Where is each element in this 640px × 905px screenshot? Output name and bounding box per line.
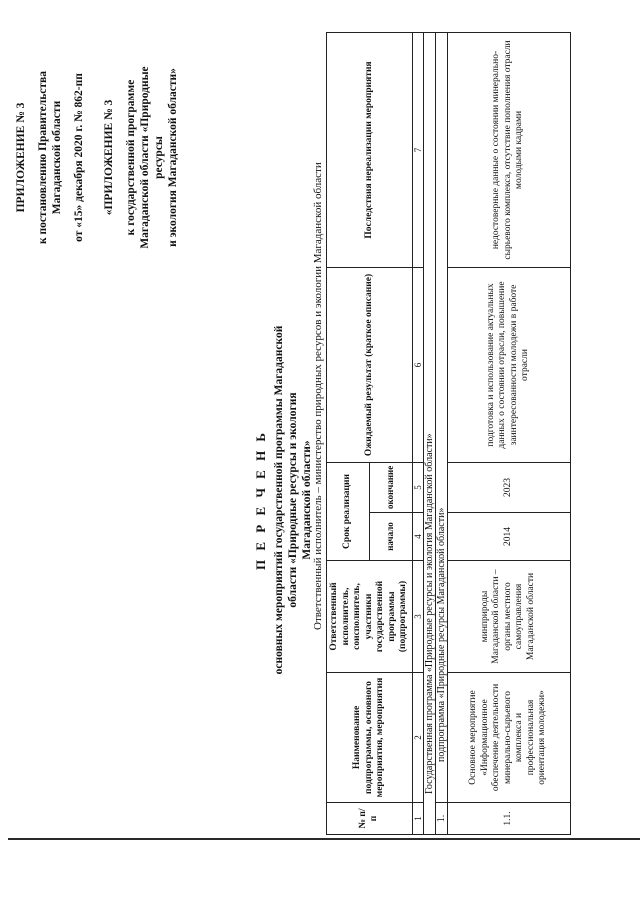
- header-consequences: Последствия нереализации мероприятия: [327, 33, 413, 268]
- appendix-line: Магаданской области: [51, 100, 63, 215]
- column-number: 4: [412, 513, 423, 561]
- row-consequences: недостоверные данные о состоянии минерально-сырьевого комплекса, отсутствие пополнения отрасли молодыми кадрами: [447, 33, 570, 268]
- appendix-line: к государственной программе: [125, 79, 137, 236]
- appendix-heading-2: «ПРИЛОЖЕНИЕ № 3: [103, 99, 115, 216]
- appendix-line: Магаданской области «Природные ресурсы: [139, 66, 165, 249]
- appendix-line: и экология Магаданской области»: [167, 68, 179, 247]
- program-row: [423, 33, 435, 835]
- subprogram-number: 1.: [435, 803, 447, 835]
- header-result: Ожидаемый результат (краткое описание): [327, 268, 413, 463]
- header-executor: Ответственный исполнитель, соисполнитель, участники государственной программы (подпрограммы): [327, 561, 413, 673]
- header-num: № п/п: [327, 803, 413, 835]
- appendix-date: от «15» декабря 2020 г. № 862-пп: [73, 73, 85, 242]
- document-title: [254, 305, 314, 695]
- row-result: подготовка и использование актуальных данных о состоянии отрасли, повышение заинтересованности молодежи в работе отрасли: [447, 268, 570, 463]
- table-row: [447, 33, 570, 835]
- column-number: 2: [412, 673, 423, 803]
- row-start-year: 2014: [447, 513, 570, 561]
- title-perechen: П Е Р Е Ч Е Н Ь: [253, 429, 268, 571]
- title-line: Магаданской области»: [301, 440, 313, 560]
- row-name: Основное мероприятие «Информационное обеспечение деятельности минерально-сырьевого комплекса и профессиональная ориентация молодежи»: [447, 673, 570, 803]
- row-number: 1.1.: [447, 803, 570, 835]
- header-name: Наименование подпрограммы, основного мероприятия, мероприятия: [327, 673, 413, 803]
- appendix-header: [14, 50, 180, 265]
- column-number: 1: [412, 803, 423, 835]
- title-line: основных мероприятий государственной программы Магаданской области «Природные ресурсы и экология: [273, 325, 299, 675]
- column-number: 6: [412, 268, 423, 463]
- header-end: окончание: [369, 463, 412, 513]
- column-number: 3: [412, 561, 423, 673]
- subprogram-title: подпрограмма «Природные ресурсы Магаданской области»: [435, 33, 447, 803]
- row-executor: минприроды Магаданской области – органы местного самоуправления Магаданской области: [447, 561, 570, 673]
- column-number: 7: [412, 33, 423, 268]
- measures-table: [326, 32, 571, 835]
- column-number: 5: [412, 463, 423, 513]
- column-number-row: [412, 33, 423, 835]
- row-end-year: 2023: [447, 463, 570, 513]
- header-period: Срок реализации: [327, 463, 370, 561]
- responsible-executor: Ответственный исполнитель – министерство природных ресурсов и экологии Магаданской области: [312, 162, 324, 630]
- appendix-line: к постановлению Правительства: [37, 70, 49, 245]
- subprogram-row: [435, 33, 447, 835]
- header-start: начало: [369, 513, 412, 561]
- appendix-heading: ПРИЛОЖЕНИЕ № 3: [15, 102, 27, 213]
- program-title: Государственная программа «Природные ресурсы и экология Магаданской области»: [423, 33, 435, 835]
